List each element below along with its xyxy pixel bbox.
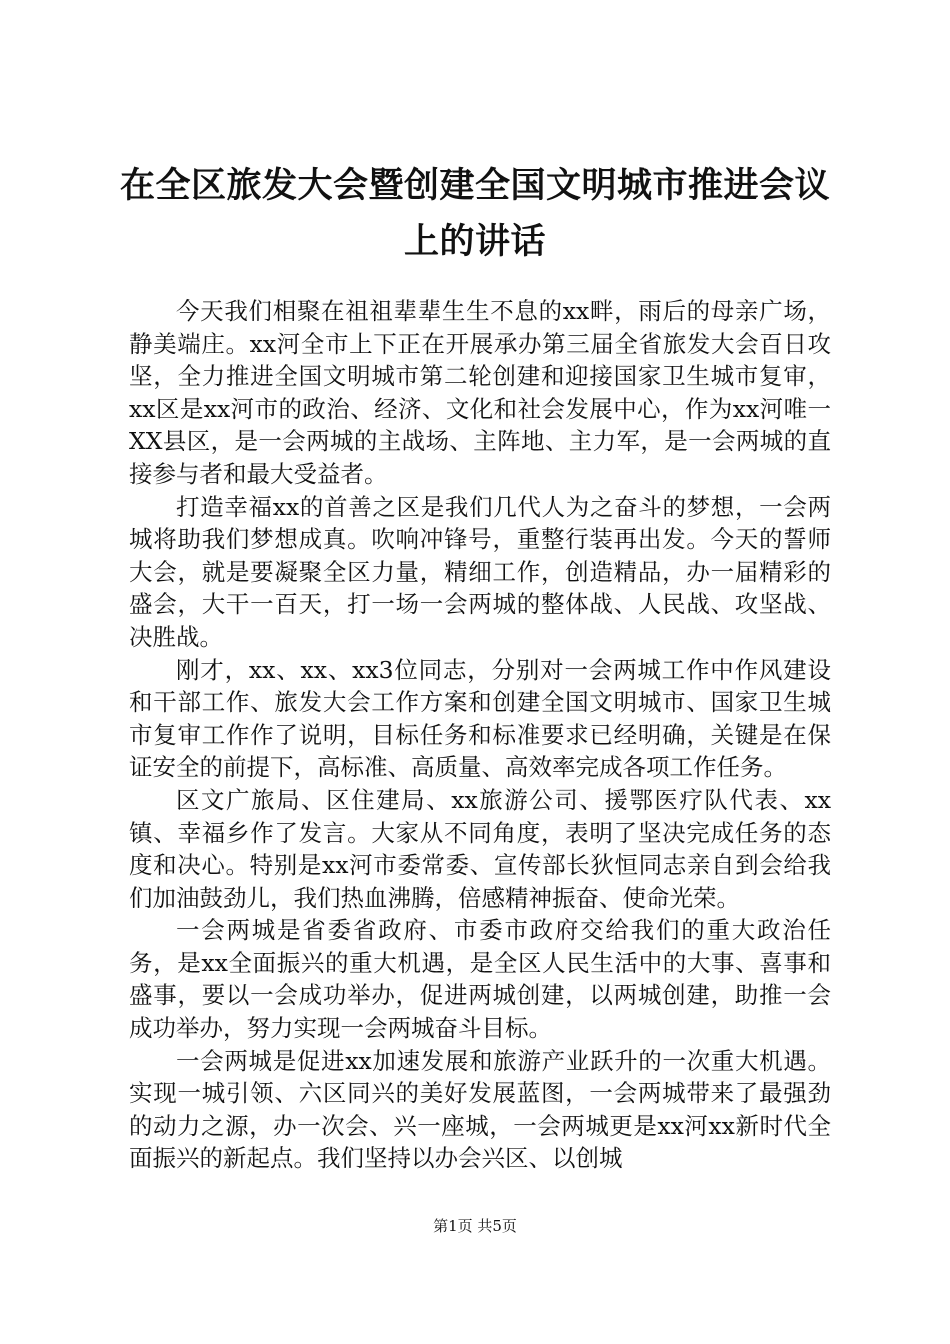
document-title: 在全区旅发大会暨创建全国文明城市推进会议上的讲话 (119, 165, 830, 262)
document-body (129, 295, 831, 1175)
paragraph: 打造幸福xx的首善之区是我们几代人为之奋斗的梦想，一会两城将助我们梦想成真。吹响冲锋号，重整行装再出发。今天的誓师大会，就是要凝聚全区力量，精细工作，创造精品，办一届精彩的盛会，大干一百天，打一场一会两城的整体战、人民战、攻坚战、决胜战。 (129, 492, 831, 651)
paragraph: 区文广旅局、区住建局、xx旅游公司、援鄂医疗队代表、xx镇、幸福乡作了发言。大家从不同角度，表明了坚决完成任务的态度和决心。特别是xx河市委常委、宣传部长狄恒同志亲自到会给我们加油鼓劲儿，我们热血沸腾，倍感精神振奋、使命光荣。 (129, 785, 831, 912)
page-number-footer: 第1页 共5页 (433, 1217, 517, 1235)
paragraph: 今天我们相聚在祖祖辈辈生生不息的xx畔，雨后的母亲广场，静美端庄。xx河全市上下正在开展承办第三届全省旅发大会百日攻坚，全力推进全国文明城市第二轮创建和迎接国家卫生城市复审，xx区是xx河市的政治、经济、文化和社会发展中心，作为xx河唯一XX县区，是一会两城的主战场、主阵地、主力军，是一会两城的直接参与者和最大受益者。 (129, 297, 831, 488)
paragraph: 一会两城是省委省政府、市委市政府交给我们的重大政治任务，是xx全面振兴的重大机遇，是全区人民生活中的大事、喜事和盛事，要以一会成功举办，促进两城创建，以两城创建，助推一会成功举办，努力实现一会两城奋斗目标。 (129, 916, 831, 1043)
paragraph: 一会两城是促进xx加速发展和旅游产业跃升的一次重大机遇。实现一城引领、六区同兴的美好发展蓝图，一会两城带来了最强劲的动力之源，办一次会、兴一座城，一会两城更是xx河xx新时代全面振兴的新起点。我们坚持以办会兴区、以创城 (129, 1046, 831, 1173)
paragraph: 刚才，xx、xx、xx3位同志，分别对一会两城工作中作风建设和干部工作、旅发大会工作方案和创建全国文明城市、国家卫生城市复审工作作了说明，目标任务和标准要求已经明确，关键是在保证安全的前提下，高标准、高质量、高效率完成各项工作任务。 (129, 655, 831, 782)
